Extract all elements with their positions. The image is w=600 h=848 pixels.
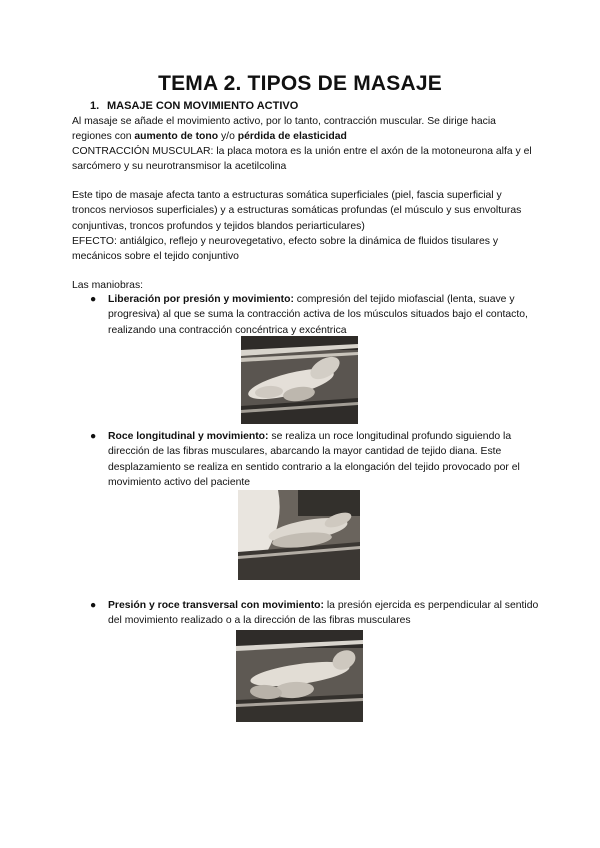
bullet-icon: ● [90, 431, 97, 442]
intro-text: Al masaje se añade el movimiento activo, por lo tanto, contracción muscular. Se dirige hacia regiones con [72, 116, 496, 143]
maneuver-item [90, 598, 540, 629]
section-heading-text: MASAJE CON MOVIMIENTO ACTIVO [107, 100, 299, 112]
muscle-contraction-paragraph: CONTRACCIÓN MUSCULAR: la placa motora es la unión entre el axón de la motoneurona alfa y el sarcómero y su neurotransmisor la acetilcolina [72, 146, 532, 173]
maneuver-name: Roce longitudinal y movimiento: [108, 431, 269, 442]
page-title: TEMA 2. TIPOS DE MASAJE [158, 72, 442, 95]
intro-connector: y/o [218, 131, 238, 143]
maneuver-photo-pressure [241, 336, 358, 424]
structures-paragraph: Este tipo de masaje afecta tanto a estructuras somática superficiales (piel, fascia superficial y troncos nerviosos superficiales) y a estructuras somáticas profundas (el músculo y sus envolturas conjuntivas, troncos profundos y tejidos blandos periarticulares) [72, 190, 522, 232]
maneuvers-label: Las maniobras: [72, 280, 144, 291]
intro-bold-elasticity: pérdida de elasticidad [237, 131, 347, 143]
maneuver-item [90, 292, 540, 338]
maneuver-photo-transversal [236, 630, 363, 722]
maneuver-name: Presión y roce transversal con movimiento: [108, 600, 324, 611]
maneuver-photo-longitudinal [238, 490, 360, 580]
bullet-icon: ● [90, 600, 97, 611]
section-heading [90, 100, 298, 112]
section-number: 1. [90, 100, 100, 112]
intro-paragraph [72, 114, 532, 145]
maneuver-text: compresión del tejido miofascial (lenta, suave y progresiva) al que se suma la contracción activa de los músculos situados bajo el contacto, realizando una contracción concéntrica y excéntrica [108, 294, 528, 336]
effect-paragraph: EFECTO: antiálgico, reflejo y neurovegetativo, efecto sobre la dinámica de fluidos tisulares y mecánicos sobre el tejido conjuntivo [72, 236, 499, 263]
bullet-icon: ● [90, 294, 97, 305]
maneuver-text: se realiza un roce longitudinal profundo siguiendo la dirección de las fibras musculares, abarcando la mayor cantidad de tejido diana. Este desplazamiento se realiza en sentido contrario a la elongación del tejido provocado por el movimiento activo del paciente [108, 431, 520, 488]
maneuver-text: la presión ejercida es perpendicular al sentido del movimiento realizado o a la dirección de las fibras musculares [108, 600, 539, 627]
intro-bold-tone: aumento de tono [134, 131, 219, 143]
maneuver-name: Liberación por presión y movimiento: [108, 294, 294, 305]
maneuver-item [90, 429, 540, 490]
